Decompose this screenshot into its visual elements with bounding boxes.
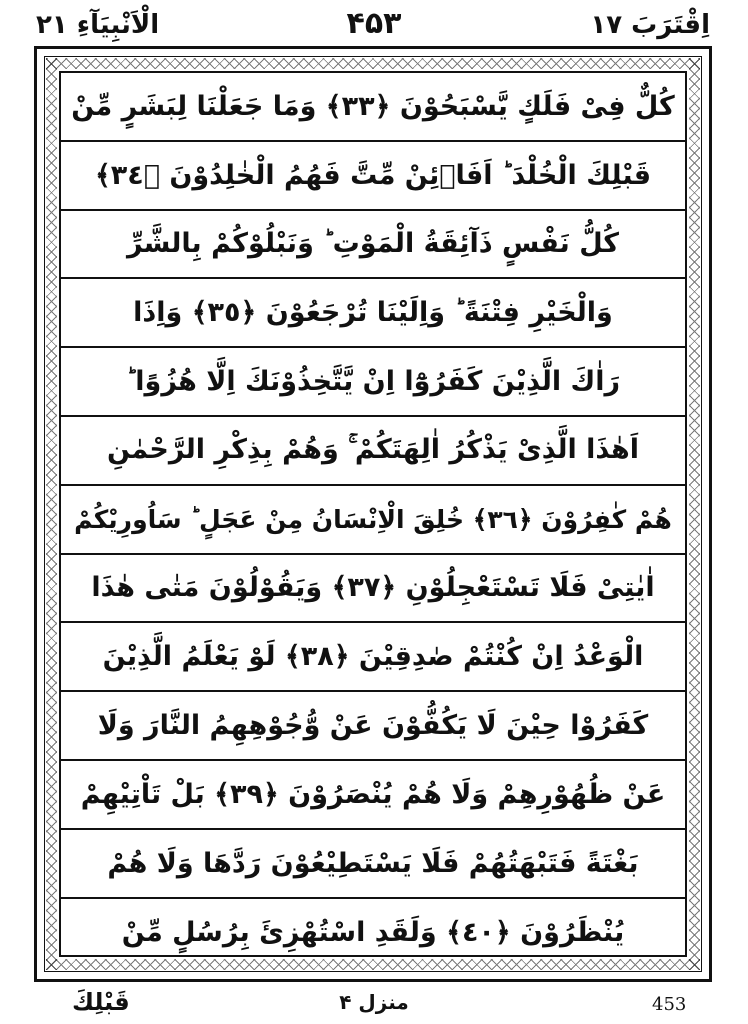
line-text: قَبْلِكَ الْخُلْدَ ؕ اَفَاۡئِنْ مِّتَّ فَهُمُ الْخٰلِدُوْنَ ﴿٣٤﴾ xyxy=(94,159,652,191)
text-line xyxy=(61,417,685,486)
line-text: عَنْ ظُهُوْرِهِمْ وَلَا هُمْ يُنْصَرُوْنَ ﴿٣٩﴾ بَلْ تَاْتِيْهِمْ xyxy=(80,778,666,810)
line-text: اٰيٰتِىْ فَلَا تَسْتَعْجِلُوْنِ ﴿٣٧﴾ وَيَقُوْلُوْنَ مَتٰى هٰذَا xyxy=(91,572,655,604)
text-line xyxy=(61,279,685,348)
manzil-label: منزل ۴ xyxy=(339,990,409,1014)
line-text: وَالْخَيْرِ فِتْنَةً ؕ وَاِلَيْنَا تُرْجَعُوْنَ ﴿٣٥﴾ وَاِذَا xyxy=(133,297,613,329)
surah-name: الْاَنْبِيَآءِ ٢١ xyxy=(36,10,160,40)
border-pattern-top xyxy=(46,58,700,69)
text-line xyxy=(61,761,685,830)
text-line xyxy=(61,623,685,692)
line-text: بَغْتَةً فَتَبْهَتُهُمْ فَلَا يَسْتَطِيْعُوْنَ رَدَّهَا وَلَا هُمْ xyxy=(107,847,639,879)
text-line xyxy=(61,899,685,968)
line-text: كُلٌّ فِىْ فَلَكٍ يَّسْبَحُوْنَ ﴿٣٣﴾ وَمَا جَعَلْنَا لِبَشَرٍ مِّنْ xyxy=(71,90,675,122)
line-text: هُمْ كٰفِرُوْنَ ﴿٣٦﴾ خُلِقَ الْاِنْسَانُ مِنْ عَجَلٍ ؕ سَاُورِيْكُمْ xyxy=(74,504,672,534)
text-block xyxy=(59,71,687,957)
line-text: كُلُّ نَفْسٍ ذَآئِقَةُ الْمَوْتِ ؕ وَنَبْلُوْكُمْ بِالشَّرِّ xyxy=(127,228,619,260)
line-text: كَفَرُوْا حِيْنَ لَا يَكُفُّوْنَ عَنْ وُّجُوْهِهِمُ النَّارَ وَلَا xyxy=(97,710,649,742)
juz-name: اِقْتَرَبَ ١٧ xyxy=(590,10,710,40)
page-header xyxy=(0,0,748,48)
border-pattern-left xyxy=(46,58,57,970)
line-text: رَاٰكَ الَّذِيْنَ كَفَرُوْٓا اِنْ يَّتَّخِذُوْنَكَ اِلَّا هُزُوًا ؕ xyxy=(125,366,621,398)
text-line xyxy=(61,348,685,417)
text-line xyxy=(61,555,685,624)
page-footer xyxy=(0,984,748,1024)
line-text: يُنْظَرُوْنَ ﴿٤٠﴾ وَلَقَدِ اسْتُهْزِئَ بِرُسُلٍ مِّنْ xyxy=(121,917,625,949)
page-number-arabic: ۴۵۳ xyxy=(346,6,402,41)
page-number: 453 xyxy=(652,994,687,1015)
text-line xyxy=(61,830,685,899)
text-line xyxy=(61,211,685,280)
line-text: الْوَعْدُ اِنْ كُنْتُمْ صٰدِقِيْنَ ﴿٣٨﴾ لَوْ يَعْلَمُ الَّذِيْنَ xyxy=(102,641,644,673)
text-line xyxy=(61,486,685,555)
page-frame xyxy=(34,46,712,982)
text-line xyxy=(61,73,685,142)
line-text: اَهٰذَا الَّذِىْ يَذْكُرُ اٰلِهَتَكُمْ ۚ وَهُمْ بِذِكْرِ الرَّحْمٰنِ xyxy=(106,434,639,466)
catchword: قَبْلِكَ xyxy=(72,988,130,1016)
text-line xyxy=(61,692,685,761)
text-line xyxy=(61,142,685,211)
border-pattern-right xyxy=(689,58,700,970)
